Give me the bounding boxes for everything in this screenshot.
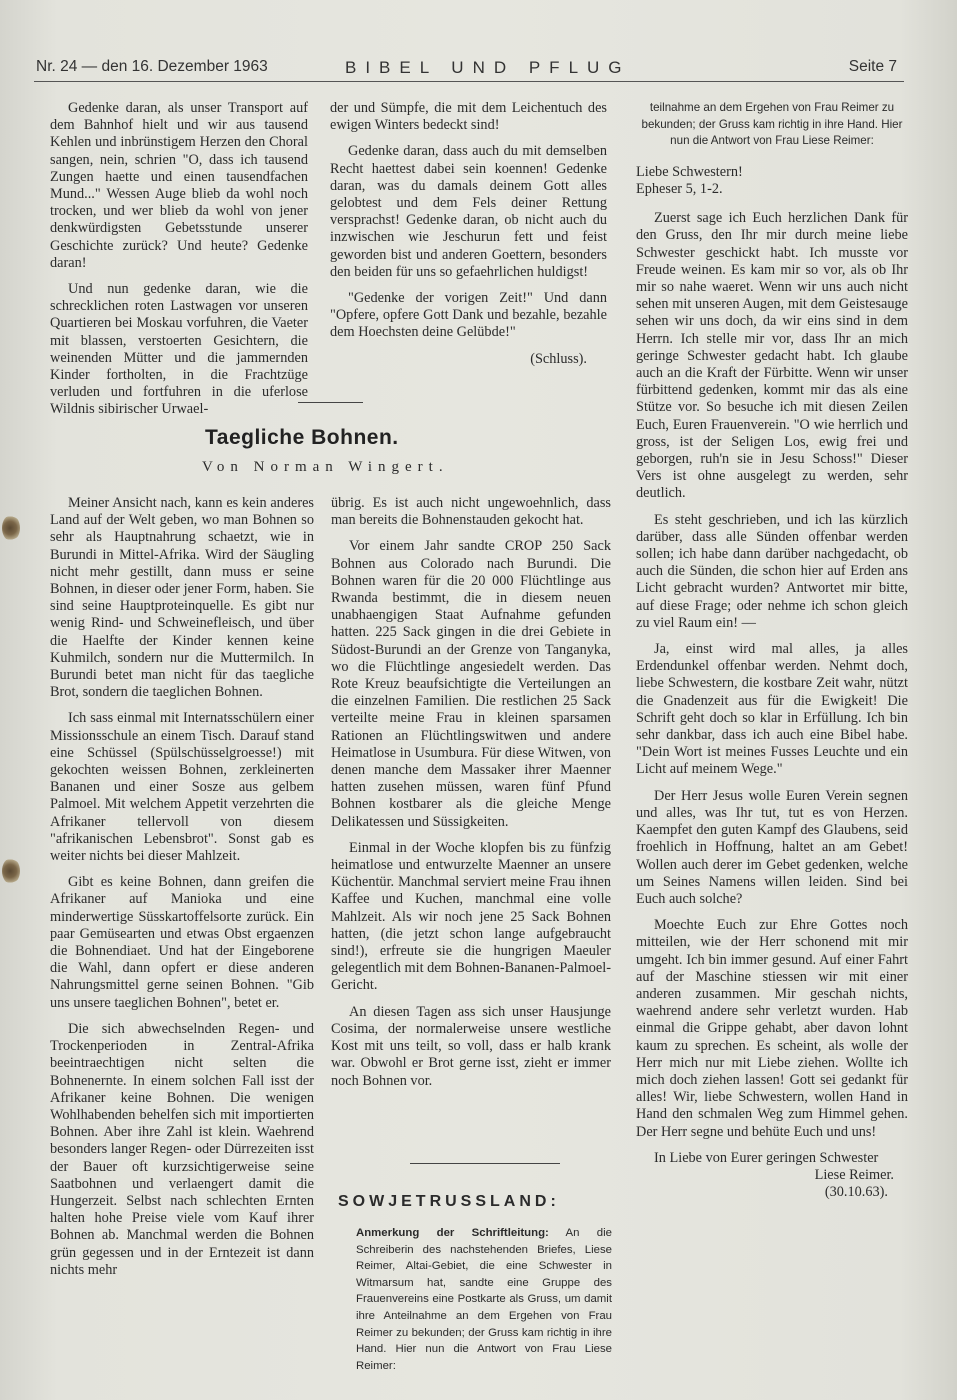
previous-article-column-1 <box>50 100 308 428</box>
issue-date: Nr. 24 — den 16. Dezember 1963 <box>36 58 268 75</box>
header-rule <box>34 81 904 82</box>
article-title: Taegliche Bohnen. <box>205 426 399 449</box>
paragraph: Einmal in der Woche klopfen bis zu fünfzig heimatlose und entwurzelte Maenner an unsere Küchentür. Manchmal serviert meine Frau ihnen Kaffee und Kuchen, manchmal eine volle Mahlzeit. Als wir noch jene 25 Sack Bohnen hatten, (die jetzt schon lange aufgebraucht sind!), erfreute sie die hungrigen Maeuler gelegentlich mit dem Bohnen-Bananen-Palmoel-Gericht. <box>331 839 611 994</box>
paragraph: Die sich abwechselnden Regen- und Trockenperioden in Zentral-Afrika beeintraechtigen nicht selten die Bohnenernte. In einem solchen Fall isst der Afrikaner keine Bohnen. Die wenigen Wohlhabenden behelfen sich mit importierten Bohnen. Aber ihre Zahl ist klein. Waehrend besonders langer Regen- oder Dürrezeiten isst der Bauer oft kurzsichtigerweise seine Saatbohnen und verlaengert damit die Hungerzeit. Selbst nach schlechten Ernten halten hohe Preise viele vom Kauf ihrer Bohnen ab. Manchmal werden die Bohnen grün gegessen und in der Erntezeit ist dann nichts mehr <box>50 1020 314 1278</box>
editor-note-label: Anmerkung der Schriftleitung: <box>356 1227 549 1239</box>
punch-hole <box>2 858 20 884</box>
paragraph: Vor einem Jahr sandte CROP 250 Sack Bohnen aus Colorado nach Burundi. Die Bohnen waren für die 20 000 Flüchtlinge aus Rwanda bestimmt, die in diesem neuen unabhaengigen Staat Aufnahme gefunden hatten. 225 Sack gingen in die drei Gebiete in Südost-Burundi an der Grenze von Tanganyka, wo die Flüchtlinge angesiedelt werden. Das Rote Kreuz beaufsichtigte die Verteilungen an die einzelnen Familien. Die restlichen 25 Sack verteilte meine Frau in kleinen sparsamen Rationen an Flüchtlingswitwen und andere Heimatlose in Usumbura. Für diese Witwen, von denen manche dem Massaker ihrer Maenner hatten zusehen müssen, waren fünf Pfund Bohnen kostbarer als die gleiche Menge Delikatessen und Süssigkeiten. <box>331 538 611 830</box>
section-divider <box>410 1163 560 1164</box>
previous-article-column-2 <box>330 100 607 377</box>
letter-salutation: Liebe Schwestern! <box>636 163 743 180</box>
paragraph: Gedenke daran, als unser Transport auf dem Bahnhof hielt und wir aus tausend Kehlen und inbrünstigem Herzen den Choral sangen, nein, schrien "O, dass ich tausend Zungen haette und einen tausendfachen Mund..." Wessen Auge blieb da wohl noch trocken, und wer blieb da wohl von jener denkwürdigsten Gebetsstunde unserer Geschichte zurück? Und heute? Gedenke daran! <box>50 100 308 271</box>
paragraph: An diesen Tagen ass sich unser Hausjunge Cosima, der normalerweise unsere westliche Kost mit uns teilt, so voll, dass er halb krank war. Obwohl er Brot gerne isst, zieht er immer noch Bohnen vor. <box>331 1003 611 1089</box>
editor-note-text: An die Schreiberin des nachstehenden Briefes, Liese Reimer, Altai-Gebiet, die eine Schwester in Witmarsum hat, sandte eine Gruppe des Frauenvereins eine Postkarte als Gruss, um damit ihre Anteilnahme an dem Ergehen von Frau Reimer zu bekunden; der Gruss kam richtig in ihre Hand. Hier nun die Antwort von Frau Liese Reimer: <box>356 1227 612 1372</box>
letter-date: (30.10.63). <box>824 1184 888 1201</box>
paragraph: Der Herr Jesus wolle Euren Verein segnen und alles, was Ihr tut, tut es von Herzen. Kaempfet den guten Kampf des Glaubens, seid froehlich in Hoffnung, haltet an am Gebet! Wollen auch derer im Gebet gedenken, welche um Seines Namens willen leiden. Sind bei Euch auch solche? <box>636 787 908 907</box>
paragraph: Es steht geschrieben, und ich las kürzlich darüber, dass alle Sünden offenbar werden sollen; ich habe dann darüber nachgedacht, ob auch die Sünden, die schon hier auf Erden ans Licht gebracht wurden? Antwortet mir bitte, auf diese Frage; oder nehme ich schon gleich zu viel Raum ein! — <box>636 511 908 631</box>
paragraph: Und nun gedenke daran, wie die schrecklichen roten Lastwagen vor unseren Quartieren bei Moskau vorfuhren, die Vaeter mit blassen, verstoerten Gesichtern, die weinenden Mütter und die jammernden Kinder fortholten, in die Frachtzüge verluden und fortfuhren in die uferlose Wildnis sibirischer Urwael- <box>50 281 308 418</box>
paragraph-closing: In Liebe von Eurer geringen Schwester <box>654 1149 879 1166</box>
letter-verse: Epheser 5, 1-2. <box>636 180 723 197</box>
editor-note <box>356 1225 612 1374</box>
paragraph: Meiner Ansicht nach, kann es kein anderes Land auf der Welt geben, wo man Bohnen so sehr als Hauptnahrung schaetzt, wie in Burundi in Mittel-Afrika. Wird der Säugling nicht mehr gestillt, dann muss er seine Bohnen, in dieser oder jener Form, haben. Sie sind seine Hauptproteinquelle. Es gibt nur wenig Rind- und Schweinefleisch, und über die Haelfte der Kinder kennen keine Kuhmilch, sondern nur die Muttermilch. In Burundi betet man nicht für das taegliche Brot, sondern die taeglichen Bohnen. <box>50 495 314 701</box>
paragraph: Ja, einst wird mal alles, ja alles Erdendunkel offenbar werden. Nehmt doch, liebe Schwestern, die kostbare Zeit wahr, nützt die Gnadenzeit aus für die Ewigkeit! Die Schrift geht doch so klar in Erfüllung. Ich bin sehr dankbar, dass ich auch eine Bibel habe. "Dein Wort ist meines Fusses Leuchte und ein Licht auf meinem Wege." <box>636 641 908 778</box>
article-column-1 <box>50 495 314 1288</box>
paragraph: übrig. Es ist auch nicht ungewoehnlich, dass man bereits die Bohnenstauden gekocht hat. <box>331 495 611 529</box>
paragraph: der und Sümpfe, die mit dem Leichentuch des ewigen Winters bedeckt sind! <box>330 100 607 134</box>
editor-note-continued: teilnahme an dem Ergehen von Frau Reimer zu bekunden; der Gruss kam richtig in ihre Hand. Hier nun die Antwort von Frau Liese Reimer: <box>641 101 903 148</box>
end-mark: (Schluss). <box>530 350 587 367</box>
page-number: Seite 7 <box>848 58 897 75</box>
letter-signature: Liese Reimer. <box>814 1166 894 1183</box>
article-column-2 <box>331 495 611 1099</box>
punch-hole <box>2 515 20 541</box>
paragraph: Moechte Euch zur Ehre Gottes noch mitteilen, wie der Herr schonend mit mir umgeht. Ich bin immer gesund. Auf einer Fahrt auf der Maschine stiessen wir mit einer anderen zusammen. Mir geschah nichts, waehrend andere sehr verletzt wurden. Hab einmal die Grippe gehabt, aber davon lohnt kaum zu sprechen. Es scheint, als wolle der Herr mich nur mit Liebe ziehen. Wollte ich mich doch ziehen lassen! Gott sei gedankt für alles! Wir, liebe Schwestern, wollen Hand in Hand den schmalen Weg zum Himmel gehen. Der Herr segne und behüte Euch und uns! <box>636 917 908 1140</box>
article-byline: Von Norman Wingert. <box>202 459 449 475</box>
paragraph: Gedenke daran, dass auch du mit demselben Recht haettest dabei sein koennen! Gedenke daran, was du damals deinem Gott alles gelobtest und dem Fels deiner Rettung versprachst! Gedenke daran, ob nicht auch du inzwischen wie Jeschurun fett und feist geworden bist und anderen Goettern, besonders den beiden für uns so gefaehrlichen huldigst! <box>330 143 607 280</box>
paragraph: Zuerst sage ich Euch herzlichen Dank für den Gruss, den Ihr mir durch meine liebe Schwester geschickt habt. Ich musste vor Freude weinen. Es kam mir so vor, als ob Ihr mir so nahe waeret. Wenn wir uns auch nicht sehen mit unseren Augen, mit dem Geistesauge sehen wir uns doch, da wir eins sind in dem Herrn. Ich stelle mir vor, dass Ihr an mich geringe Schwester gedacht habt. Ich glaube auch an die Kraft der Fürbitte. Wenn wir unser fürbittend gedenken, kommt mir das als eine Stütze vor. So besuche ich mit diesen Zeilen Euch, Euren Frauenverein. "O wie herrlich und gross, ist der Seligen Los, ewig frei und geborgen, ruh'n sie in Jesu Schoss!" Dieser Vers ist ohne ausgelegt zu werden, sehr deutlich. <box>636 210 908 502</box>
section-title: SOWJETRUSSLAND: <box>338 1193 560 1210</box>
paragraph: Ich sass einmal mit Internatsschülern einer Missionsschule an einem Tisch. Darauf stand eine Schüssel (Spülschüsselgroesse!) mit gekochten weissen Bohnen, zerkleinerten Bananen und einer Sosze aus gelbem Palmoel. Mit welchem Appetit verzehrten die Afrikaner tellervoll von diesem "afrikanischen Lebensbrot". Sonst gab es weiter nichts bei dieser Mahlzeit. <box>50 710 314 865</box>
letter-column <box>636 100 908 1201</box>
masthead-title: BIBEL UND PFLUG <box>345 58 631 77</box>
paragraph: Gibt es keine Bohnen, dann greifen die Afrikaner auf Manioka und eine minderwertige Süsskartoffelsorte zurück. Ein paar Gemüsearten und etwas Obst ergaenzen die Bohnendiaet. Und hat der Eingeborene die Wahl, dann opfert er diese anderen Nahrungsmittel gerne seinen Bohnen. "Gib uns unsere taeglichen Bohnen", betet er. <box>50 874 314 1011</box>
section-divider <box>298 402 363 403</box>
paragraph-quote: "Gedenke der vorigen Zeit!" Und dann "Opfere, opfere Gott Dank und bezahle, bezahle dem Hoechsten deine Gelübde!" <box>330 290 607 341</box>
